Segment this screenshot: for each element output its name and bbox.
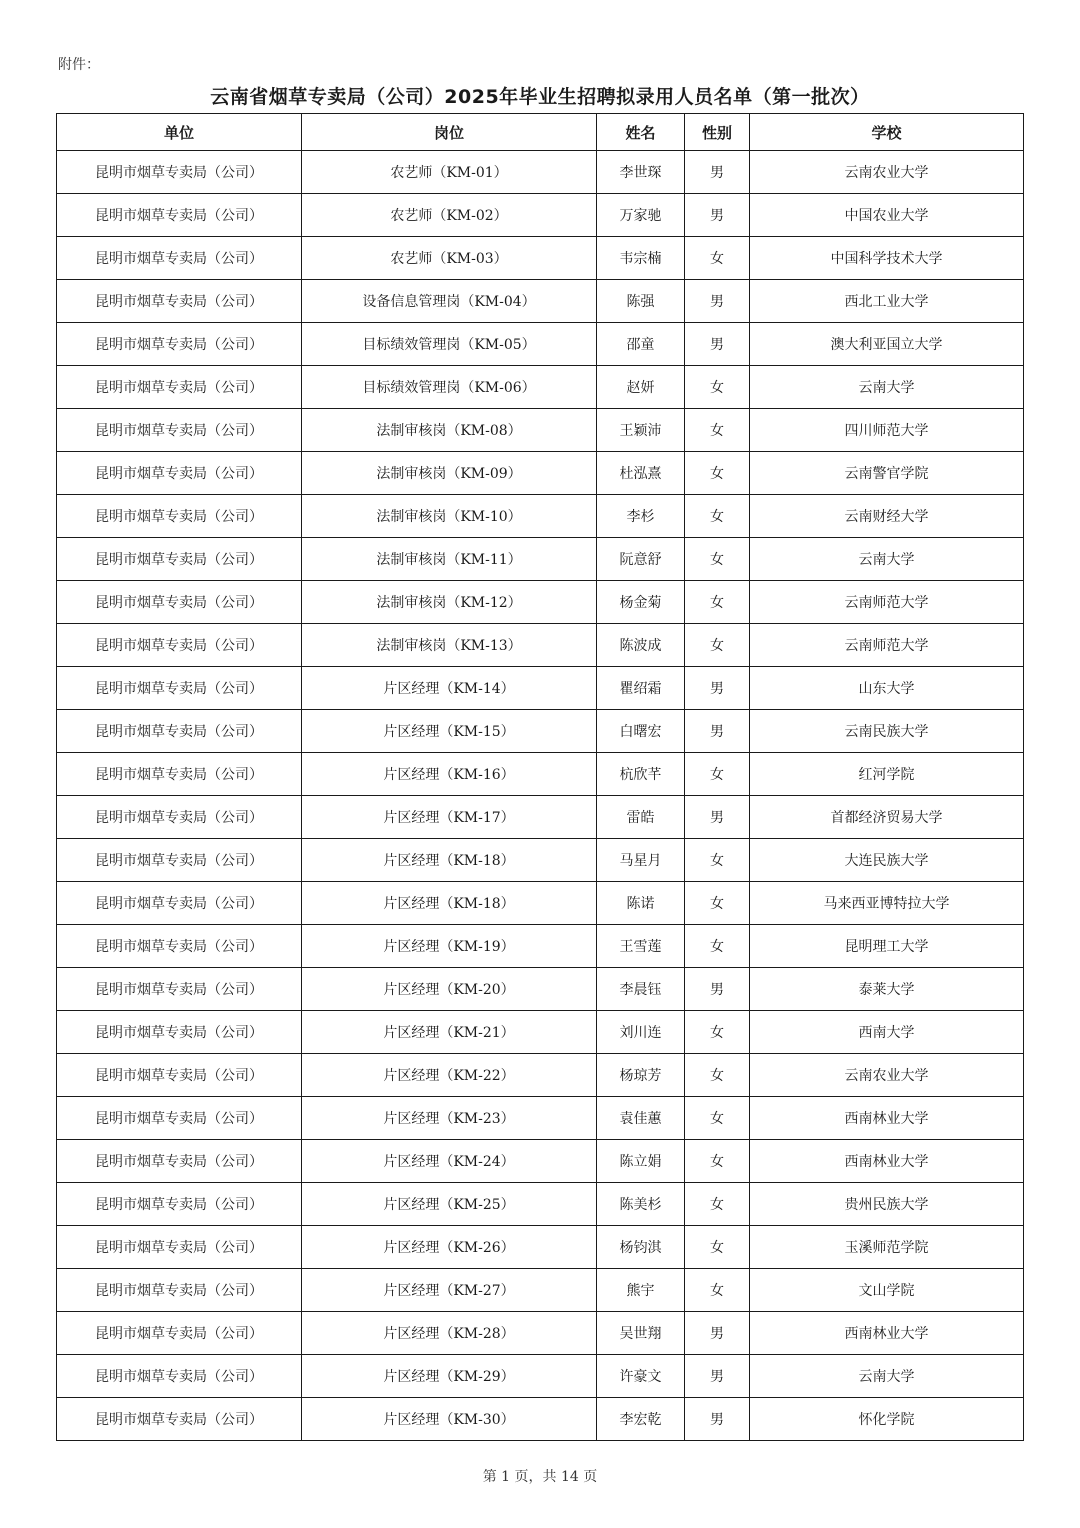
cell-unit: 昆明市烟草专卖局（公司） [57,323,302,366]
cell-position: 设备信息管理岗（KM-04） [302,280,597,323]
cell-name: 李杉 [597,495,685,538]
cell-name: 韦宗楠 [597,237,685,280]
cell-unit: 昆明市烟草专卖局（公司） [57,1312,302,1355]
table-header-row [57,114,1024,151]
cell-unit: 昆明市烟草专卖局（公司） [57,1097,302,1140]
table-body [57,151,1024,1441]
cell-unit: 昆明市烟草专卖局（公司） [57,753,302,796]
cell-name: 杨琼芳 [597,1054,685,1097]
table-row [57,1183,1024,1226]
cell-position: 农艺师（KM-01） [302,151,597,194]
cell-position: 片区经理（KM-26） [302,1226,597,1269]
cell-school: 云南警官学院 [750,452,1024,495]
cell-gender: 男 [685,1355,750,1398]
header-name: 姓名 [597,114,685,151]
cell-position: 法制审核岗（KM-10） [302,495,597,538]
cell-name: 李世琛 [597,151,685,194]
cell-gender: 女 [685,753,750,796]
cell-position: 片区经理（KM-28） [302,1312,597,1355]
cell-school: 四川师范大学 [750,409,1024,452]
cell-gender: 女 [685,409,750,452]
cell-position: 片区经理（KM-18） [302,839,597,882]
cell-name: 马星月 [597,839,685,882]
header-position: 岗位 [302,114,597,151]
cell-school: 云南大学 [750,538,1024,581]
cell-position: 法制审核岗（KM-13） [302,624,597,667]
cell-name: 瞿绍霜 [597,667,685,710]
cell-position: 片区经理（KM-17） [302,796,597,839]
cell-name: 阮意舒 [597,538,685,581]
cell-name: 万家驰 [597,194,685,237]
cell-gender: 男 [685,667,750,710]
cell-unit: 昆明市烟草专卖局（公司） [57,1054,302,1097]
cell-position: 目标绩效管理岗（KM-05） [302,323,597,366]
cell-school: 西北工业大学 [750,280,1024,323]
table-row [57,839,1024,882]
table-row [57,925,1024,968]
cell-school: 云南大学 [750,1355,1024,1398]
table-row [57,323,1024,366]
cell-unit: 昆明市烟草专卖局（公司） [57,882,302,925]
cell-unit: 昆明市烟草专卖局（公司） [57,796,302,839]
cell-school: 红河学院 [750,753,1024,796]
table-row [57,194,1024,237]
cell-school: 泰莱大学 [750,968,1024,1011]
cell-position: 目标绩效管理岗（KM-06） [302,366,597,409]
cell-name: 白曙宏 [597,710,685,753]
page-title: 云南省烟草专卖局（公司）2025年毕业生招聘拟录用人员名单（第一批次） [210,86,870,108]
cell-position: 片区经理（KM-22） [302,1054,597,1097]
cell-name: 陈强 [597,280,685,323]
cell-gender: 女 [685,1140,750,1183]
cell-unit: 昆明市烟草专卖局（公司） [57,151,302,194]
cell-unit: 昆明市烟草专卖局（公司） [57,1355,302,1398]
cell-school: 西南大学 [750,1011,1024,1054]
cell-position: 片区经理（KM-29） [302,1355,597,1398]
cell-unit: 昆明市烟草专卖局（公司） [57,194,302,237]
cell-position: 法制审核岗（KM-12） [302,581,597,624]
cell-gender: 女 [685,1011,750,1054]
cell-position: 片区经理（KM-20） [302,968,597,1011]
cell-school: 首都经济贸易大学 [750,796,1024,839]
table-row [57,280,1024,323]
cell-name: 熊宇 [597,1269,685,1312]
cell-gender: 男 [685,323,750,366]
cell-position: 片区经理（KM-19） [302,925,597,968]
cell-gender: 男 [685,280,750,323]
cell-position: 片区经理（KM-15） [302,710,597,753]
table-row [57,1269,1024,1312]
cell-name: 陈美杉 [597,1183,685,1226]
cell-name: 陈波成 [597,624,685,667]
table-row [57,1011,1024,1054]
cell-school: 大连民族大学 [750,839,1024,882]
cell-gender: 女 [685,452,750,495]
cell-gender: 女 [685,624,750,667]
cell-gender: 男 [685,194,750,237]
cell-position: 片区经理（KM-23） [302,1097,597,1140]
cell-unit: 昆明市烟草专卖局（公司） [57,237,302,280]
cell-gender: 女 [685,366,750,409]
cell-position: 片区经理（KM-21） [302,1011,597,1054]
cell-position: 法制审核岗（KM-08） [302,409,597,452]
table-row [57,710,1024,753]
cell-name: 邵童 [597,323,685,366]
table-row [57,624,1024,667]
cell-school: 昆明理工大学 [750,925,1024,968]
cell-name: 陈立娟 [597,1140,685,1183]
cell-gender: 男 [685,151,750,194]
roster-table [56,113,1024,1441]
cell-gender: 女 [685,925,750,968]
cell-school: 云南农业大学 [750,1054,1024,1097]
cell-unit: 昆明市烟草专卖局（公司） [57,1269,302,1312]
cell-gender: 女 [685,839,750,882]
attachment-label: 附件： [58,57,100,73]
cell-gender: 女 [685,538,750,581]
table-row [57,1226,1024,1269]
cell-position: 农艺师（KM-03） [302,237,597,280]
table-row [57,1312,1024,1355]
cell-unit: 昆明市烟草专卖局（公司） [57,538,302,581]
cell-school: 文山学院 [750,1269,1024,1312]
table-row [57,538,1024,581]
cell-school: 西南林业大学 [750,1097,1024,1140]
cell-unit: 昆明市烟草专卖局（公司） [57,839,302,882]
cell-name: 袁佳蕙 [597,1097,685,1140]
cell-name: 王颖沛 [597,409,685,452]
table-row [57,796,1024,839]
cell-school: 马来西亚博特拉大学 [750,882,1024,925]
cell-unit: 昆明市烟草专卖局（公司） [57,968,302,1011]
cell-name: 吴世翔 [597,1312,685,1355]
cell-unit: 昆明市烟草专卖局（公司） [57,667,302,710]
cell-gender: 男 [685,710,750,753]
table-row [57,1398,1024,1441]
cell-unit: 昆明市烟草专卖局（公司） [57,409,302,452]
cell-gender: 男 [685,1312,750,1355]
cell-unit: 昆明市烟草专卖局（公司） [57,1398,302,1441]
table-row [57,753,1024,796]
cell-gender: 女 [685,1097,750,1140]
cell-name: 许豪文 [597,1355,685,1398]
cell-position: 法制审核岗（KM-11） [302,538,597,581]
cell-name: 杨钧淇 [597,1226,685,1269]
cell-gender: 女 [685,495,750,538]
cell-gender: 女 [685,1269,750,1312]
page-footer: 第 1 页，共 14 页 [482,1469,598,1485]
cell-unit: 昆明市烟草专卖局（公司） [57,581,302,624]
cell-name: 王雪莲 [597,925,685,968]
header-unit: 单位 [57,114,302,151]
cell-name: 李宏乾 [597,1398,685,1441]
cell-position: 片区经理（KM-18） [302,882,597,925]
cell-position: 片区经理（KM-30） [302,1398,597,1441]
table-row [57,882,1024,925]
header-gender: 性别 [685,114,750,151]
cell-name: 刘川连 [597,1011,685,1054]
cell-school: 云南师范大学 [750,624,1024,667]
cell-name: 李晨钰 [597,968,685,1011]
cell-position: 法制审核岗（KM-09） [302,452,597,495]
cell-name: 陈诺 [597,882,685,925]
cell-school: 西南林业大学 [750,1140,1024,1183]
cell-school: 玉溪师范学院 [750,1226,1024,1269]
table-row [57,667,1024,710]
cell-unit: 昆明市烟草专卖局（公司） [57,452,302,495]
cell-gender: 女 [685,237,750,280]
cell-unit: 昆明市烟草专卖局（公司） [57,1140,302,1183]
cell-gender: 女 [685,1183,750,1226]
cell-school: 云南大学 [750,366,1024,409]
cell-school: 中国农业大学 [750,194,1024,237]
cell-school: 澳大利亚国立大学 [750,323,1024,366]
cell-unit: 昆明市烟草专卖局（公司） [57,366,302,409]
cell-unit: 昆明市烟草专卖局（公司） [57,925,302,968]
header-school: 学校 [750,114,1024,151]
table-row [57,1355,1024,1398]
table-row [57,237,1024,280]
cell-unit: 昆明市烟草专卖局（公司） [57,495,302,538]
cell-name: 杜泓熹 [597,452,685,495]
cell-position: 片区经理（KM-14） [302,667,597,710]
cell-school: 山东大学 [750,667,1024,710]
table-row [57,151,1024,194]
cell-unit: 昆明市烟草专卖局（公司） [57,280,302,323]
cell-unit: 昆明市烟草专卖局（公司） [57,710,302,753]
cell-position: 片区经理（KM-24） [302,1140,597,1183]
cell-unit: 昆明市烟草专卖局（公司） [57,1183,302,1226]
cell-gender: 女 [685,1054,750,1097]
cell-gender: 男 [685,1398,750,1441]
table-row [57,495,1024,538]
table-row [57,581,1024,624]
cell-name: 赵妍 [597,366,685,409]
cell-school: 云南师范大学 [750,581,1024,624]
cell-gender: 男 [685,968,750,1011]
cell-name: 杭欣芊 [597,753,685,796]
table-row [57,1140,1024,1183]
cell-gender: 女 [685,581,750,624]
cell-school: 中国科学技术大学 [750,237,1024,280]
cell-gender: 男 [685,796,750,839]
cell-gender: 女 [685,1226,750,1269]
cell-name: 雷皓 [597,796,685,839]
cell-unit: 昆明市烟草专卖局（公司） [57,1226,302,1269]
table-row [57,452,1024,495]
table-row [57,409,1024,452]
cell-school: 怀化学院 [750,1398,1024,1441]
cell-school: 云南财经大学 [750,495,1024,538]
cell-position: 片区经理（KM-27） [302,1269,597,1312]
cell-school: 云南民族大学 [750,710,1024,753]
cell-position: 农艺师（KM-02） [302,194,597,237]
table-row [57,1054,1024,1097]
cell-school: 云南农业大学 [750,151,1024,194]
cell-position: 片区经理（KM-16） [302,753,597,796]
table-row [57,1097,1024,1140]
cell-position: 片区经理（KM-25） [302,1183,597,1226]
cell-gender: 女 [685,882,750,925]
cell-name: 杨金菊 [597,581,685,624]
cell-school: 贵州民族大学 [750,1183,1024,1226]
cell-unit: 昆明市烟草专卖局（公司） [57,1011,302,1054]
cell-school: 西南林业大学 [750,1312,1024,1355]
table-row [57,968,1024,1011]
cell-unit: 昆明市烟草专卖局（公司） [57,624,302,667]
table-row [57,366,1024,409]
